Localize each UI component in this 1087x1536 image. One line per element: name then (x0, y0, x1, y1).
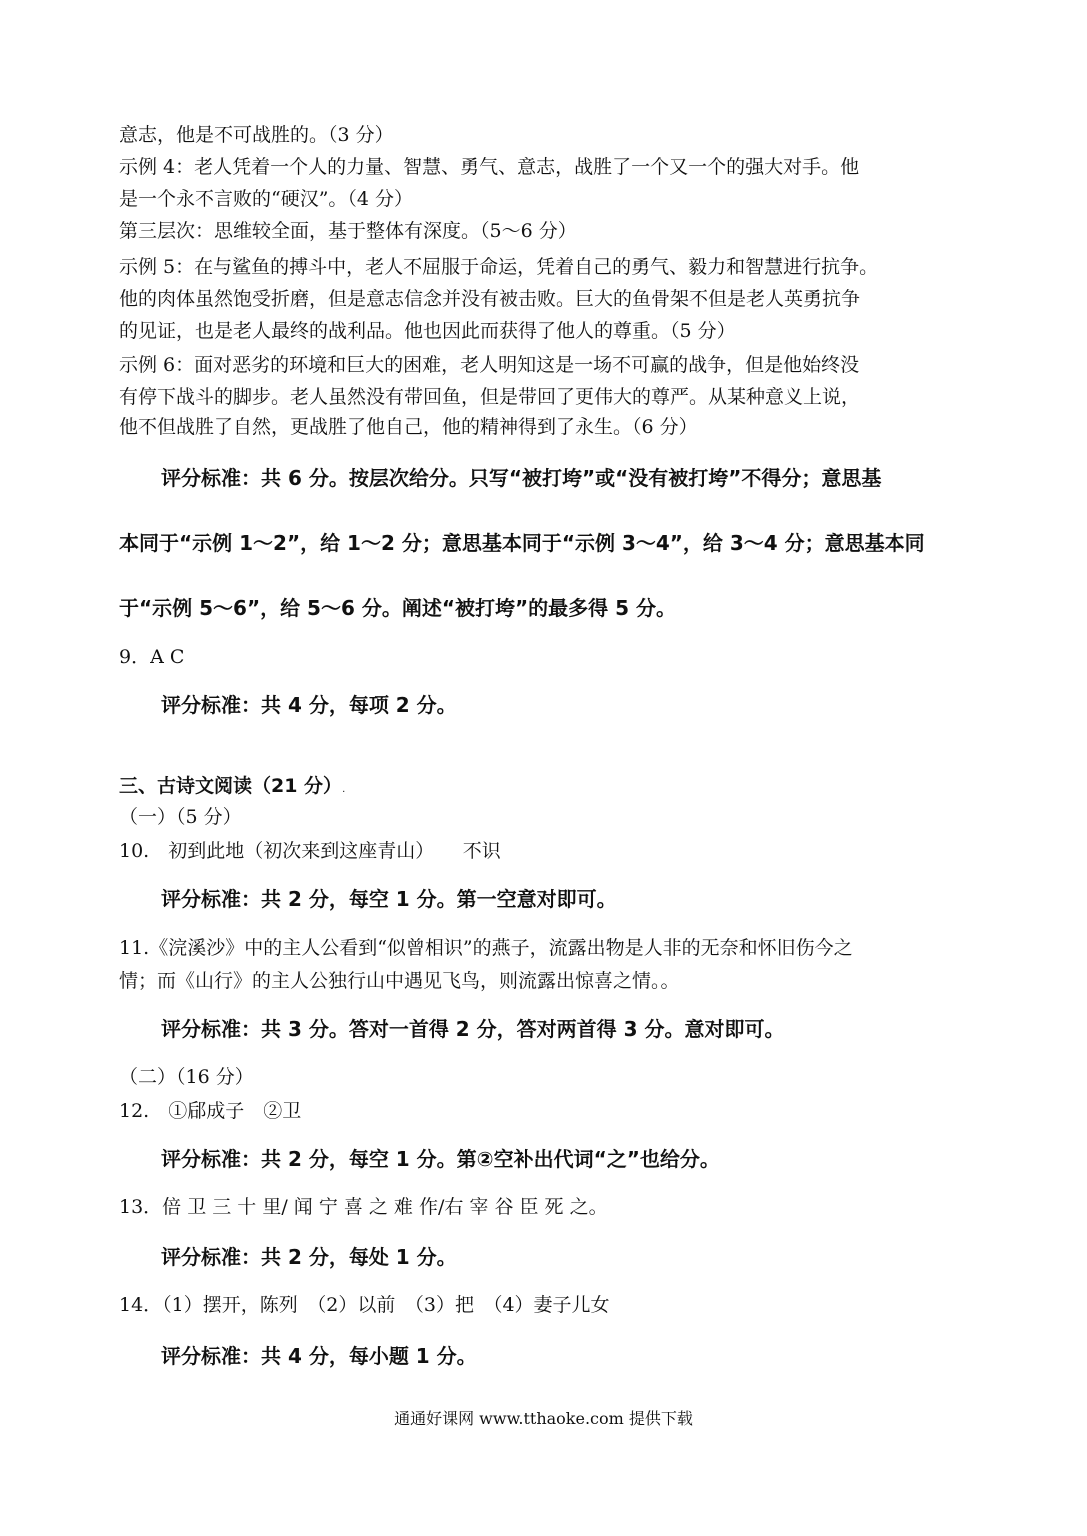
scoring-standard: 评分标准：共 4 分，每小题 1 分。 (161, 1344, 477, 1368)
page-footer: 通通好课网 www.tthaoke.com 提供下载 (394, 1409, 693, 1428)
scoring-standard: 评分标准：共 2 分，每处 1 分。 (161, 1245, 457, 1269)
answer-line: 第三层次：思维较全面，基于整体有深度。（5～6 分） (119, 220, 577, 242)
section-heading (119, 771, 345, 805)
answer-line: 他不但战胜了自然，更战胜了他自己，他的精神得到了永生。（6 分） (119, 416, 698, 438)
part-label: （一）（5 分） (119, 806, 242, 828)
q12-answer: 12. ①郈成子 ②卫 (119, 1100, 302, 1122)
q14-answer: 14．（1）摆开，陈列 （2）以前 （3）把 （4）妻子儿女 (119, 1294, 610, 1316)
scoring-standard: 于“示例 5～6”，给 5～6 分。阐述“被打垮”的最多得 5 分。 (119, 596, 676, 620)
part-label: （二）（16 分） (119, 1066, 254, 1088)
scoring-standard: 评分标准：共 6 分。按层次给分。只写“被打垮”或“没有被打垮”不得分；意思基 (161, 466, 882, 490)
stray-mark: . (342, 784, 346, 795)
answer-line: 示例 4：老人凭着一个人的力量、智慧、勇气、意志，战胜了一个又一个的强大对手。他 (119, 156, 860, 178)
q11-answer: 11.《浣溪沙》中的主人公看到“似曾相识”的燕子，流露出物是人非的无奈和怀旧伤今之 (119, 937, 853, 959)
section-title: 三、古诗文阅读（21 分） (119, 775, 343, 797)
answer-line: 是一个永不言败的“硬汉”。（4 分） (119, 188, 414, 210)
q13-answer: 13．倍 卫 三 十 里/ 闻 宁 喜 之 难 作/右 宰 谷 臣 死 之。 (119, 1196, 608, 1218)
q10-answer: 10. 初到此地（初次来到这座青山） 不识 (119, 840, 501, 862)
scoring-standard: 评分标准：共 4 分，每项 2 分。 (161, 693, 457, 717)
answer-line: 示例 6：面对恶劣的环境和巨大的困难，老人明知这是一场不可赢的战争，但是他始终没 (119, 354, 860, 376)
scoring-standard: 本同于“示例 1～2”，给 1～2 分；意思基本同于“示例 3～4”，给 3～4 分；意思基本同 (119, 531, 925, 555)
scoring-standard: 评分标准：共 3 分。答对一首得 2 分，答对两首得 3 分。意对即可。 (161, 1017, 785, 1041)
answer-line: 意志，他是不可战胜的。（3 分） (119, 124, 394, 146)
q11-answer: 情；而《山行》的主人公独行山中遇见飞鸟，则流露出惊喜之情。。 (119, 970, 680, 992)
scoring-standard: 评分标准：共 2 分，每空 1 分。第一空意对即可。 (161, 887, 617, 911)
answer-line: 有停下战斗的脚步。老人虽然没有带回鱼，但是带回了更伟大的尊严。从某种意义上说， (119, 386, 861, 408)
answer-line: 的见证，也是老人最终的战利品。他也因此而获得了他人的尊重。（5 分） (119, 320, 736, 342)
answer-line: 他的肉体虽然饱受折磨，但是意志信念并没有被击败。巨大的鱼骨架不但是老人英勇抗争 (119, 288, 861, 310)
q9-answer: 9．A C (119, 646, 185, 668)
scoring-standard: 评分标准：共 2 分，每空 1 分。第②空补出代词“之”也给分。 (161, 1147, 720, 1171)
answer-line: 示例 5：在与鲨鱼的搏斗中，老人不屈服于命运，凭着自己的勇气、毅力和智慧进行抗争。 (119, 256, 879, 278)
